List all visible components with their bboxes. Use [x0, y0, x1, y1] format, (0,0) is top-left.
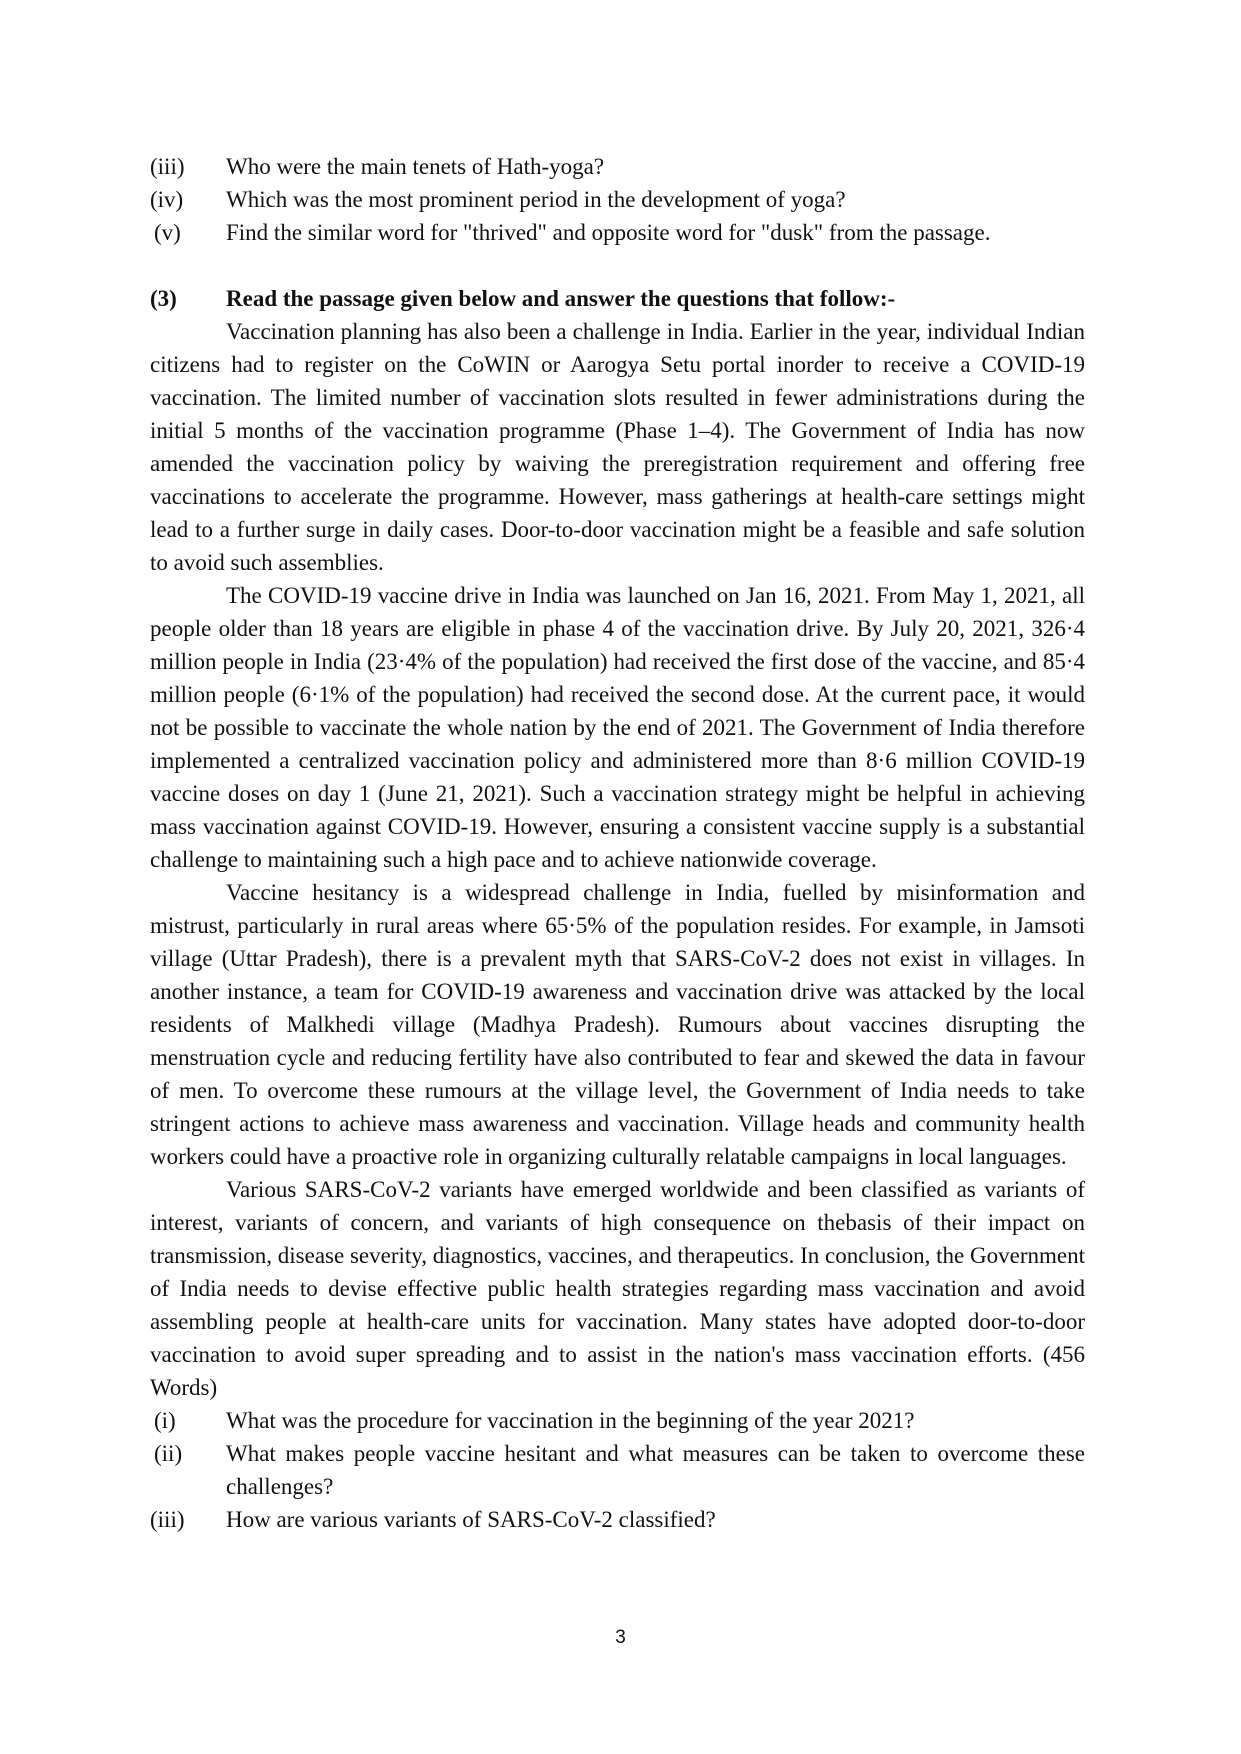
question-text: What was the procedure for vaccination in the beginning of the year 2021?: [226, 1408, 915, 1433]
question-text: Which was the most prominent period in the development of yoga?: [226, 187, 846, 212]
question-ii: [150, 1437, 1085, 1503]
section-instruction: Read the passage given below and answer the questions that follow:-: [226, 286, 896, 311]
page-number: 3: [615, 1627, 626, 1648]
passage-paragraph-1: Vaccination planning has also been a challenge in India. Earlier in the year, individual Indian citizens had to register on the CoWIN or Aarogya Setu portal inorder to receive a COVID-19 vaccination. The limited number of vaccination slots resulted in fewer administrations during the initial 5 months of the vaccination programme (Phase 1–4). The Government of India has now amended the vaccination policy by waiving the preregistration requirement and offering free vaccinations to accelerate the programme. However, mass gatherings at health-care settings might lead to a further surge in daily cases. Door-to-door vaccination might be a feasible and safe solution to avoid such assemblies.: [150, 319, 1085, 575]
section-heading: [150, 282, 1085, 315]
prior-question-iii: [150, 150, 1085, 183]
passage-paragraph-3: Vaccine hesitancy is a widespread challenge in India, fuelled by misinformation and mistrust, particularly in rural areas where 65·5% of the population resides. For example, in Jamsoti village (Uttar Pradesh), there is a prevalent myth that SARS-CoV-2 does not exist in villages. In another instance, a team for COVID-19 awareness and vaccination drive was attacked by the local residents of Malkhedi village (Madhya Pradesh). Rumours about vaccines disrupting the menstruation cycle and reducing fertility have also contributed to fear and skewed the data in favour of men. To overcome these rumours at the village level, the Government of India needs to take stringent actions to achieve mass awareness and vaccination. Village heads and community health workers could have a proactive role in organizing culturally relatable campaigns in local languages.: [150, 880, 1085, 1169]
question-number: (ii): [154, 1441, 183, 1466]
question-text: What makes people vaccine hesitant and what measures can be taken to overcome these challenges?: [226, 1441, 1085, 1499]
passage-paragraph-4: Various SARS-CoV-2 variants have emerged worldwide and been classified as variants of interest, variants of concern, and variants of high consequence on thebasis of their impact on transmission, disease severity, diagnostics, vaccines, and therapeutics. In conclusion, the Government of India needs to devise effective public health strategies regarding mass vaccination and avoid assembling people at health-care units for vaccination. Many states have adopted door-to-door vaccination to avoid super spreading and to assist in the nation's mass vaccination efforts. (456 Words): [150, 1177, 1085, 1400]
question-number: (iii): [150, 1507, 185, 1532]
question-i: [150, 1404, 1085, 1437]
passage-paragraph-2: The COVID-19 vaccine drive in India was launched on Jan 16, 2021. From May 1, 2021, all people older than 18 years are eligible in phase 4 of the vaccination drive. By July 20, 2021, 326·4 million people in India (23·4% of the population) had received the first dose of the vaccine, and 85·4 million people (6·1% of the population) had received the second dose. At the current pace, it would not be possible to vaccinate the whole nation by the end of 2021. The Government of India therefore implemented a centralized vaccination policy and administered more than 8·6 million COVID-19 vaccine doses on day 1 (June 21, 2021). Such a vaccination strategy might be helpful in achieving mass vaccination against COVID-19. However, ensuring a consistent vaccine supply is a substantial challenge to maintaining such a high pace and to achieve nationwide coverage.: [150, 583, 1085, 872]
question-text: Who were the main tenets of Hath-yoga?: [226, 154, 605, 179]
section-number: (3): [150, 286, 177, 311]
question-number: (v): [154, 220, 181, 245]
page-content: [150, 150, 1085, 1536]
question-text: How are various variants of SARS-CoV-2 classified?: [226, 1507, 716, 1532]
question-iii: [150, 1503, 1085, 1536]
question-number: (iv): [150, 187, 184, 212]
question-number: (i): [154, 1408, 176, 1433]
prior-question-v: [150, 216, 1085, 249]
question-number: (iii): [150, 154, 185, 179]
prior-question-iv: [150, 183, 1085, 216]
question-text: Find the similar word for "thrived" and opposite word for "dusk" from the passage.: [226, 220, 991, 245]
